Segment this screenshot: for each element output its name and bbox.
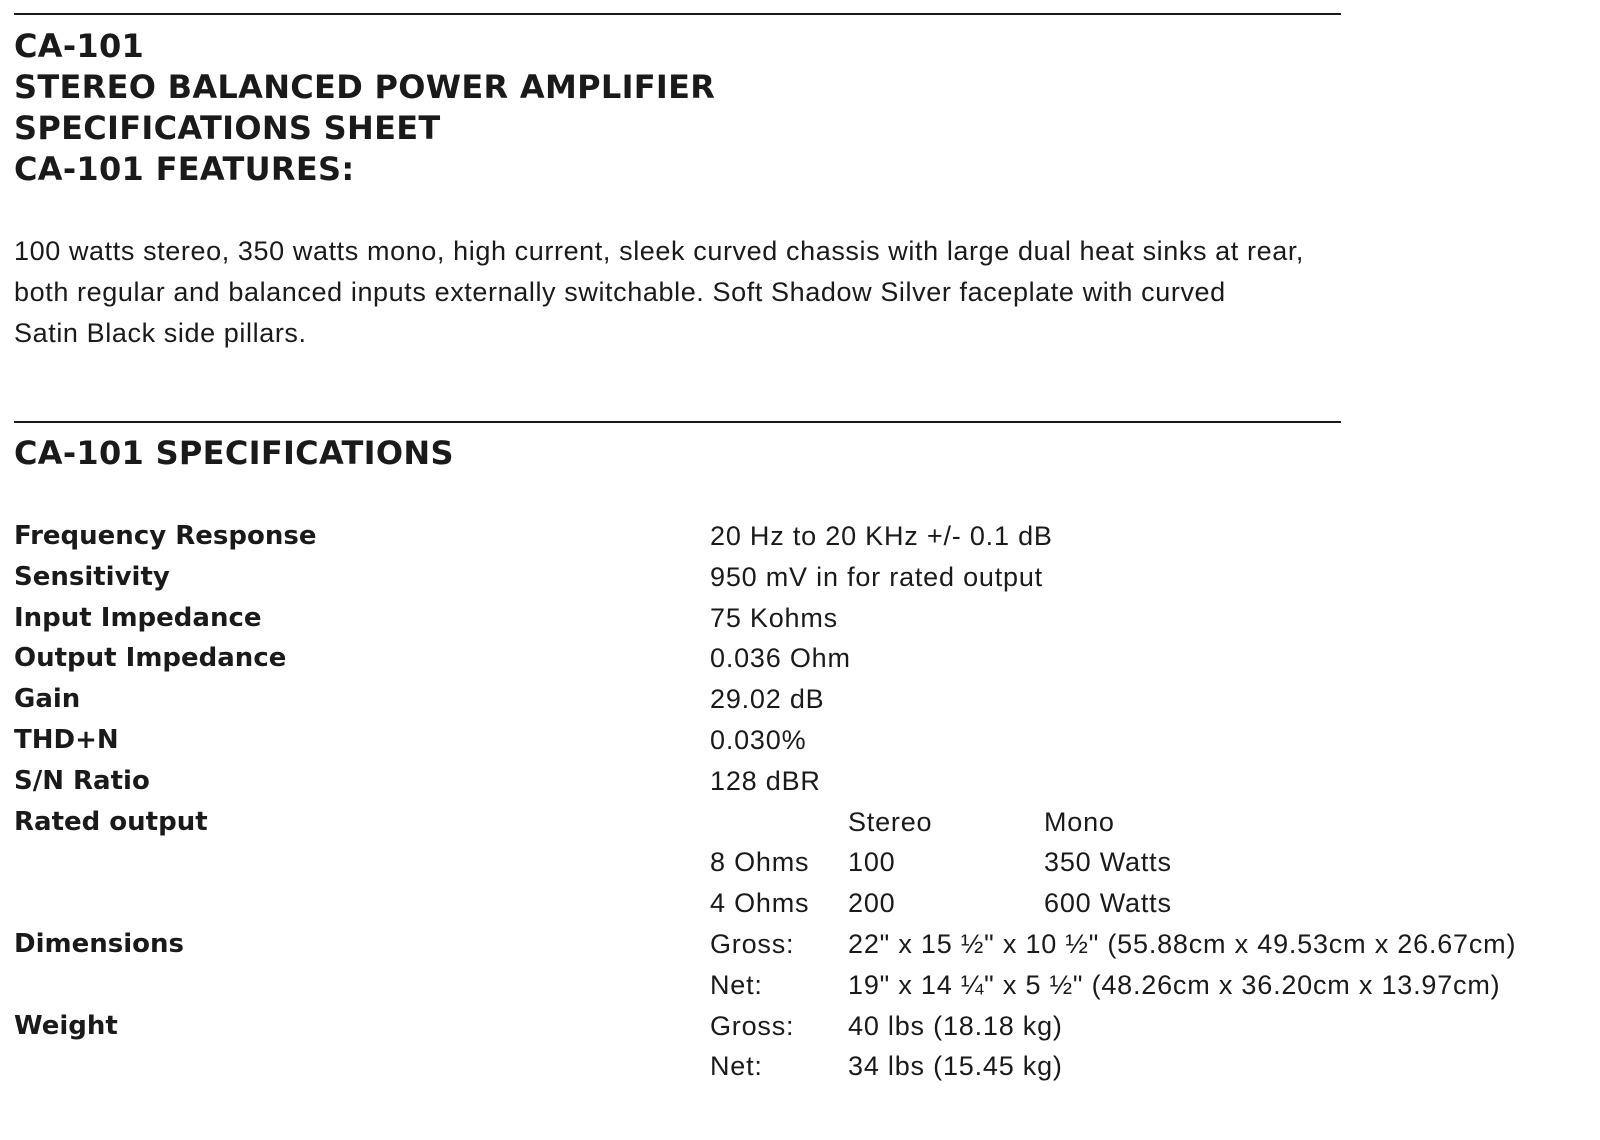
features-description bbox=[14, 231, 1394, 354]
spec-value: 128 dBR bbox=[710, 765, 821, 796]
spec-label: Frequency Response bbox=[14, 521, 317, 551]
net-label: Net: bbox=[710, 969, 763, 1000]
weight-gross-value: 40 lbs (18.18 kg) bbox=[848, 1010, 1063, 1041]
rated-output-mono-header: Mono bbox=[1044, 806, 1115, 837]
load-label: 4 Ohms bbox=[710, 888, 810, 919]
spec-label: THD+N bbox=[14, 724, 119, 755]
spec-label: Gain bbox=[14, 684, 81, 715]
spec-label: Output Impedance bbox=[14, 643, 287, 674]
weight-net-value: 34 lbs (15.45 kg) bbox=[848, 1051, 1063, 1082]
document-type: SPECIFICATIONS SHEET bbox=[14, 109, 441, 147]
section-divider bbox=[14, 421, 1341, 423]
stereo-value: 200 bbox=[848, 888, 896, 919]
spec-value: 20 Hz to 20 KHz +/- 0.1 dB bbox=[710, 521, 1053, 551]
stereo-value: 100 bbox=[848, 847, 896, 878]
load-label: 8 Ohms bbox=[710, 847, 810, 878]
features-line: Satin Black side pillars. bbox=[14, 318, 307, 348]
spec-label: S/N Ratio bbox=[14, 765, 150, 796]
spec-label: Sensitivity bbox=[14, 561, 170, 592]
features-heading: CA-101 FEATURES: bbox=[14, 150, 355, 188]
gross-label: Gross: bbox=[710, 928, 795, 959]
gross-label: Gross: bbox=[710, 1010, 795, 1041]
dimensions-gross-value: 22" x 15 ½" x 10 ½" (55.88cm x 49.53cm x 26.67cm) bbox=[848, 928, 1517, 959]
mono-value: 350 Watts bbox=[1044, 847, 1172, 878]
specifications-heading: CA-101 SPECIFICATIONS bbox=[14, 434, 454, 472]
dimensions-net-value: 19" x 14 ¼" x 5 ½" (48.26cm x 36.20cm x 13.97cm) bbox=[848, 969, 1501, 1000]
spec-value: 29.02 dB bbox=[710, 684, 825, 715]
top-divider bbox=[14, 13, 1341, 15]
spec-value: 75 Kohms bbox=[710, 602, 838, 633]
features-line: both regular and balanced inputs externally switchable. Soft Shadow Silver faceplate with curved bbox=[14, 277, 1226, 307]
rated-output-stereo-header: Stereo bbox=[848, 806, 933, 837]
spec-value: 0.030% bbox=[710, 724, 807, 755]
net-label: Net: bbox=[710, 1051, 763, 1082]
product-type: STEREO BALANCED POWER AMPLIFIER bbox=[14, 68, 716, 106]
spec-label: Input Impedance bbox=[14, 602, 262, 633]
model-name: CA-101 bbox=[14, 27, 145, 65]
mono-value: 600 Watts bbox=[1044, 888, 1172, 919]
spec-value: 0.036 Ohm bbox=[710, 643, 851, 674]
spec-label: Weight bbox=[14, 1010, 118, 1041]
document-title bbox=[14, 26, 715, 190]
features-line: 100 watts stereo, 350 watts mono, high current, sleek curved chassis with large dual heat sinks at rear, bbox=[14, 236, 1305, 266]
spec-label: Dimensions bbox=[14, 928, 184, 959]
spec-value: 950 mV in for rated output bbox=[710, 561, 1043, 592]
spec-label: Rated output bbox=[14, 806, 208, 837]
